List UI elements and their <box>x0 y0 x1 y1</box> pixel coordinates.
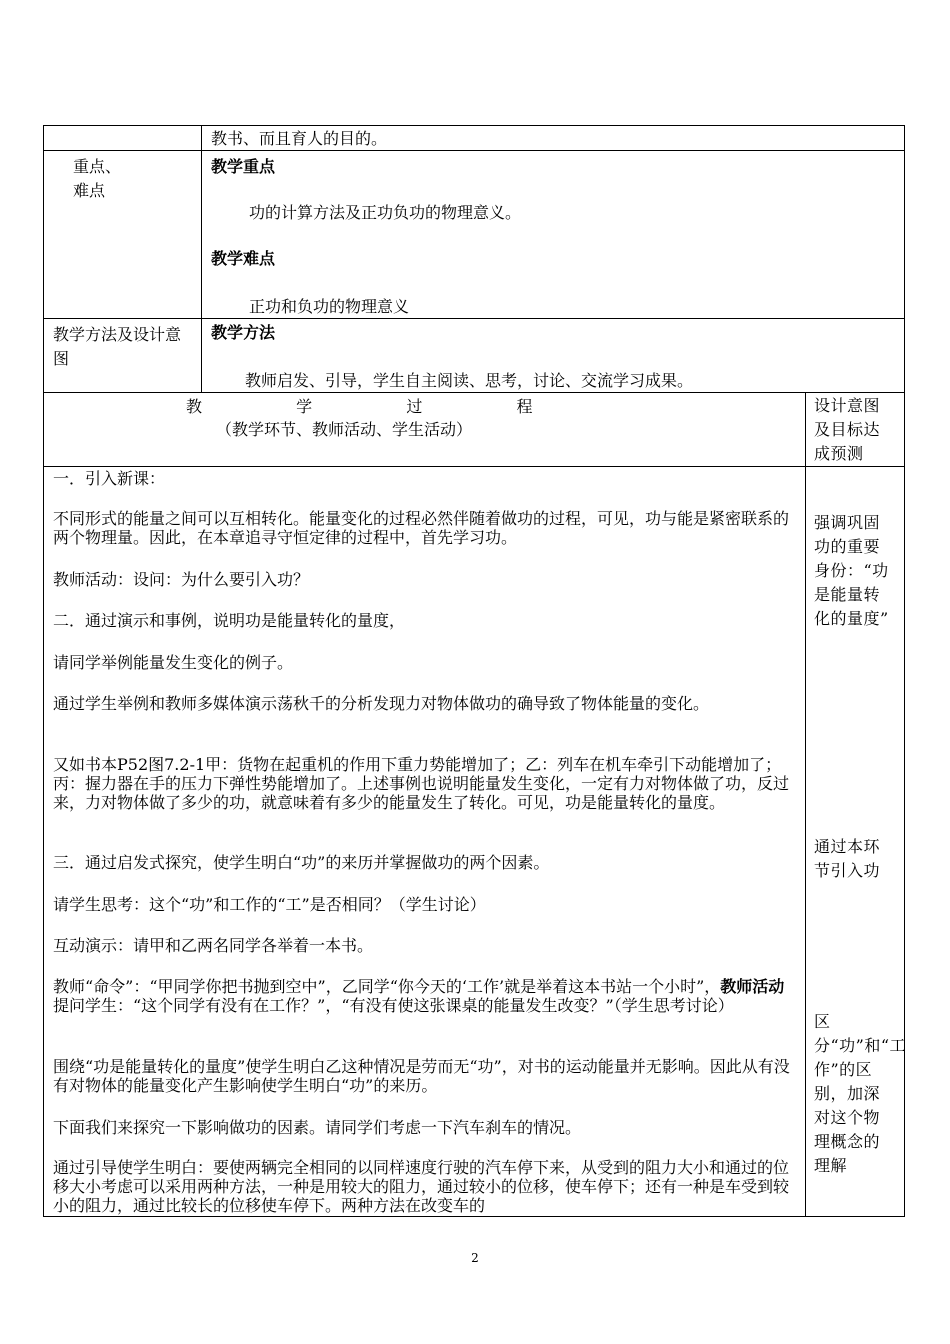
key-point-text: 功的计算方法及正功负功的物理意义。 <box>249 203 522 222</box>
difficulty-heading: 教学难点 <box>211 249 276 268</box>
paragraph: 通过引导使学生明白：要使两辆完全相同的以同样速度行驶的汽车停下来，从受到的阻力大小和通过的位移大小考虑可以采用两种方法，一种是用较大的阻力，通过较小的位移，使车停下；还有一种是车受到较小的阻力，通过比较长的位移使车停下。两种方法在改变车的 <box>53 1158 790 1215</box>
key-points-label: 难点 <box>73 181 106 200</box>
paragraph-text: 提问学生：“这个同学有没有在工作？”，“有没有使这张课桌的能量发生改变？”（学生思考讨论） <box>53 996 734 1015</box>
paragraph: 通过学生举例和教师多媒体演示荡秋千的分析发现力对物体做功的确导致了物体能量的变化。 <box>53 694 710 713</box>
paragraph: 又如书本P52图7.2-1甲：货物在起重机的作用下重力势能增加了；乙：列车在机车牵引下动能增加了；丙：握力器在手的压力下弹性势能增加了。上述事例也说明能量发生变化，一定有力对物体做了功，反过来，力对物体做了多少的功，就意味着有多少的能量发生了转化。可见，功是能量转化的量度。 <box>53 755 790 812</box>
design-note: 通过本环节引入功 <box>814 837 881 880</box>
methods-heading: 教学方法 <box>211 323 276 342</box>
column-divider <box>201 125 202 392</box>
paragraph <box>53 977 798 1015</box>
paragraph: 互动演示：请甲和乙两名同学各举着一本书。 <box>53 936 374 955</box>
process-subtitle: （教学环节、教师活动、学生活动） <box>216 420 473 439</box>
paragraph: 下面我们来探究一下影响做功的因素。请同学们考虑一下汽车刹车的情况。 <box>53 1118 582 1137</box>
paragraph: 围绕“功是能量转化的量度”使学生明白乙这种情况是劳而无“功”，对书的运动能量并无影响。因此从有没有对物体的能量变化产生影响使学生明白“功”的来历。 <box>53 1057 790 1095</box>
row-divider <box>43 466 905 467</box>
page-number: 2 <box>471 1251 479 1265</box>
paragraph: 请学生思考：这个“功”和工作的“工”是否相同？（学生讨论） <box>53 895 486 914</box>
section-heading: 二．通过演示和事例，说明功是能量转化的量度， <box>53 611 406 630</box>
row-divider <box>43 150 905 151</box>
process-title: 教 学 过 程 <box>186 397 561 416</box>
design-note: 强调巩固功的重要身份：“功是能量转化的量度” <box>814 513 889 628</box>
row-divider <box>43 318 905 319</box>
design-note: 区分“功”和“工作”的区别，加深对这个物理概念的理解 <box>814 1012 907 1175</box>
key-points-label: 重点、 <box>73 157 122 176</box>
paragraph-text: 教师“命令”：“甲同学你把书抛到空中”，乙同学“你今天的‘工作’就是举着这本书站一个小时”， <box>53 977 721 996</box>
methods-label: 教学方法及设计意图 <box>53 325 182 368</box>
row-top-text: 教书、而且育人的目的。 <box>211 129 388 148</box>
paragraph: 不同形式的能量之间可以互相转化。能量变化的过程必然伴随着做功的过程，可见，功与能是紧密联系的两个物理量。因此，在本章追寻守恒定律的过程中，首先学习功。 <box>53 509 790 547</box>
design-intent-header: 设计意图及目标达成预测 <box>814 396 881 463</box>
row-divider <box>43 392 905 393</box>
difficulty-text: 正功和负功的物理意义 <box>249 297 410 316</box>
column-divider <box>805 392 806 1217</box>
paragraph: 请同学举例能量发生变化的例子。 <box>53 653 294 672</box>
paragraph: 教师活动：设问：为什么要引入功？ <box>53 570 310 589</box>
section-heading: 三．通过启发式探究，使学生明白“功”的来历并掌握做功的两个因素。 <box>53 853 550 872</box>
methods-text: 教师启发、引导，学生自主阅读、思考，讨论、交流学习成果。 <box>245 371 694 390</box>
teacher-activity-label: 教师活动 <box>720 977 785 996</box>
key-point-heading: 教学重点 <box>211 157 276 176</box>
section-heading: 一．引入新课： <box>53 469 166 488</box>
